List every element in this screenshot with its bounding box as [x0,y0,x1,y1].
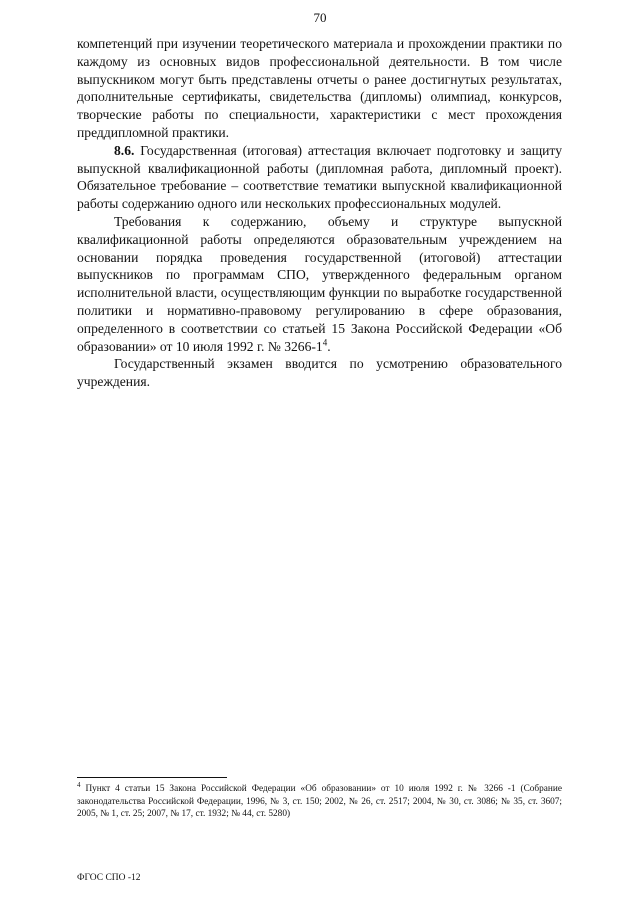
paragraph-requirements [77,213,562,355]
paragraph-attestation-text: Государственная (итоговая) аттестация включает подготовку и защиту выпускной квалификационной работы (дипломная работа, дипломный проект). Обязательное требование – соответствие тематики выпускной квалификационной работы содержанию одного или нескольких профессиональных модулей. [77,142,562,212]
paragraph-competencies: компетенций при изучении теоретического материала и прохождении практики по каждому из основных видов профессиональной деятельности. В том числе выпускником могут быть представлены отчеты о ранее достигнутых результатах, дополнительные сертификаты, свидетельства (дипломы) олимпиад, конкурсов, творческие работы по специальности, характеристики с мест прохождения преддипломной практики. [77,36,562,140]
footnote-mark: 4 [77,780,81,789]
paragraph-attestation [77,142,562,213]
page-number: 70 [313,10,327,25]
document-body [77,35,562,391]
footnote-divider [77,777,227,778]
footnote-reference[interactable]: 4 [322,337,328,348]
document-code: ФГОС СПО -12 [77,873,141,883]
footnote [77,780,562,821]
section-number: 8.6. [114,142,135,158]
paragraph-state-exam: Государственный экзамен вводится по усмотрению образовательного учреждения. [77,356,562,390]
paragraph-requirements-text: Требования к содержанию, объему и структуре выпускной квалификационной работы определяются образовательным учреждением на основании порядка проведения государственной (итоговой) аттестации выпускников по программам СПО, утвержденного федеральным органом исполнительной власти, осуществляющим функции по выработке государственной политики и нормативно-правовому регулированию в сфере образования, определенного в соответствии со статьей 15 Закона Российской Федерации «Об образовании» от 10 июля 1992 г. № 3266-1 [77,213,562,354]
paragraph-requirements-end: . [327,338,331,354]
footnote-text: Пункт 4 статьи 15 Закона Российской Федерации «Об образовании» от 10 июля 1992 г. № 3266 -1 (Собрание законодательства Российской Федерации, 1996, № 3, ст. 150; 2002, № 26, ст. 2517; 2004, № 30, ст. 3086; № 35, ст. 3607; 2005, № 1, ст. 25; 2007, № 17, ст. 1932; № 44, ст. 5280) [77,784,562,820]
